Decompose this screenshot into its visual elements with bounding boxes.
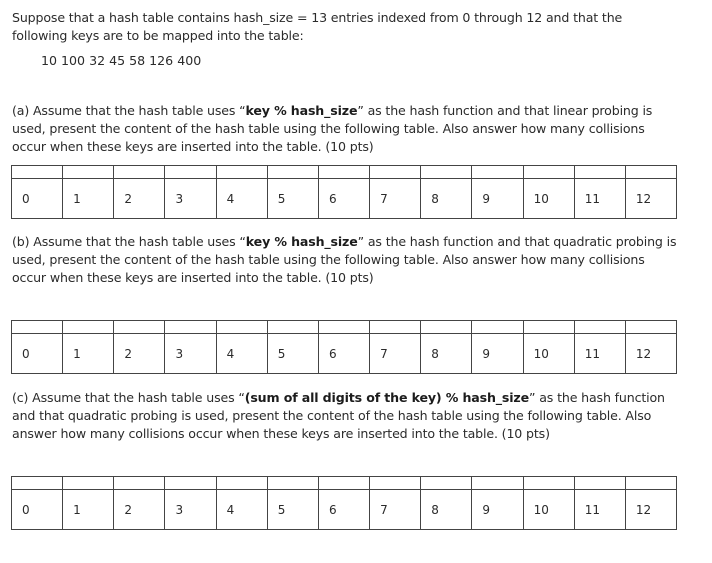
table-cell-blank — [370, 166, 421, 178]
intro-text: Suppose that a hash table contains hash_size = 13 entries indexed from 0 through 12 and that the following keys are to be mapped into the table: — [12, 10, 623, 43]
table-cell-index: 5 — [268, 334, 319, 373]
table-cell-blank — [421, 321, 472, 333]
question-a-hash-function: key % hash_size — [245, 103, 358, 118]
table-cell-blank — [319, 166, 370, 178]
table-cell-index: 8 — [421, 334, 472, 373]
table-cell-index: 1 — [63, 490, 114, 529]
table-cell-blank — [63, 477, 114, 489]
table-cell-blank — [12, 321, 63, 333]
table-cell-index: 7 — [370, 334, 421, 373]
table-row-index — [12, 179, 676, 218]
table-cell-blank — [421, 477, 472, 489]
table-cell-blank — [217, 321, 268, 333]
table-cell-index: 3 — [165, 179, 216, 218]
table-cell-index: 0 — [12, 334, 63, 373]
question-b-pre: (b) Assume that the hash table uses “ — [12, 234, 246, 249]
table-cell-blank — [626, 477, 676, 489]
table-cell-blank — [524, 321, 575, 333]
table-cell-blank — [524, 166, 575, 178]
table-cell-index: 5 — [268, 179, 319, 218]
table-cell-index: 2 — [114, 334, 165, 373]
table-row-blank — [12, 477, 676, 490]
table-cell-blank — [217, 166, 268, 178]
table-cell-blank — [268, 477, 319, 489]
table-cell-blank — [268, 321, 319, 333]
table-cell-index: 7 — [370, 490, 421, 529]
table-cell-index: 10 — [524, 334, 575, 373]
hash-table-a — [11, 165, 677, 219]
question-c-pre: (c) Assume that the hash table uses “ — [12, 390, 245, 405]
question-a-post: ” as the hash function and that linear probing is used, present the content of the hash table using the following table. Also answer how many collisions occur when these keys are inserted into the table. (10 pts) — [12, 103, 653, 154]
table-cell-index: 0 — [12, 179, 63, 218]
table-cell-index: 1 — [63, 334, 114, 373]
table-row-index — [12, 490, 676, 529]
table-cell-blank — [472, 477, 523, 489]
question-b-post: ” as the hash function and that quadratic probing is used, present the content of the hash table using the following table. Also answer how many collisions occur when these keys are inserted into the table. (10 pts) — [12, 234, 677, 285]
table-cell-index: 6 — [319, 490, 370, 529]
table-cell-index: 12 — [635, 191, 652, 206]
table-cell-index: 10 — [524, 179, 575, 218]
table-cell-index: 4 — [217, 179, 268, 218]
table-cell-index: 8 — [421, 490, 472, 529]
table-cell-index: 6 — [319, 334, 370, 373]
table-cell-blank — [114, 321, 165, 333]
keys-list: 10 100 32 45 58 126 400 — [41, 53, 202, 68]
table-cell-blank — [575, 166, 626, 178]
table-cell-blank — [626, 321, 676, 333]
table-cell-index: 6 — [319, 179, 370, 218]
table-cell-index: 2 — [114, 490, 165, 529]
question-a-pre: (a) Assume that the hash table uses “ — [12, 103, 246, 118]
table-cell-index: 11 — [575, 179, 626, 218]
table-row-blank — [12, 166, 676, 179]
table-cell-index: 9 — [472, 490, 523, 529]
table-row-index — [12, 334, 676, 373]
question-c-hash-function: (sum of all digits of the key) % hash_size — [244, 390, 530, 405]
table-cell-blank — [114, 166, 165, 178]
table-cell-blank — [63, 321, 114, 333]
table-cell-blank — [217, 477, 268, 489]
table-cell-blank — [472, 166, 523, 178]
table-cell-blank — [63, 166, 114, 178]
table-cell-blank — [421, 166, 472, 178]
table-cell-blank — [165, 166, 216, 178]
table-cell-index: 12 — [635, 502, 652, 517]
hash-table-c — [11, 476, 677, 530]
table-cell-blank — [575, 321, 626, 333]
table-cell-index: 0 — [12, 490, 63, 529]
table-cell-blank — [370, 321, 421, 333]
table-cell-index: 4 — [217, 334, 268, 373]
table-cell-blank — [114, 477, 165, 489]
table-cell-index: 11 — [575, 334, 626, 373]
table-cell-blank — [524, 477, 575, 489]
table-cell-index: 9 — [472, 334, 523, 373]
hash-table-b — [11, 320, 677, 374]
table-cell-blank — [319, 477, 370, 489]
table-cell-index: 12 — [635, 346, 652, 361]
table-cell-index: 5 — [268, 490, 319, 529]
table-cell-blank — [626, 166, 676, 178]
table-cell-blank — [472, 321, 523, 333]
table-cell-index: 2 — [114, 179, 165, 218]
question-c — [12, 389, 680, 443]
question-c-post: ” as the hash function and that quadratic probing is used, present the content of the hash table using the following table. Also answer how many collisions occur when these keys are inserted into the table. (10 pts) — [12, 390, 665, 441]
table-cell-blank — [12, 166, 63, 178]
table-cell-blank — [165, 477, 216, 489]
table-cell-blank — [575, 477, 626, 489]
question-a — [12, 102, 680, 156]
table-cell-blank — [165, 321, 216, 333]
table-cell-index: 7 — [370, 179, 421, 218]
question-b — [12, 233, 680, 287]
table-cell-index: 4 — [217, 490, 268, 529]
question-b-hash-function: key % hash_size — [245, 234, 358, 249]
table-cell-index: 10 — [524, 490, 575, 529]
table-row-blank — [12, 321, 676, 334]
table-cell-index: 3 — [165, 334, 216, 373]
table-cell-blank — [370, 477, 421, 489]
table-cell-index: 3 — [165, 490, 216, 529]
table-cell-blank — [12, 477, 63, 489]
table-cell-index: 11 — [575, 490, 626, 529]
table-cell-index: 9 — [472, 179, 523, 218]
table-cell-index: 8 — [421, 179, 472, 218]
table-cell-blank — [268, 166, 319, 178]
table-cell-index: 1 — [63, 179, 114, 218]
table-cell-blank — [319, 321, 370, 333]
